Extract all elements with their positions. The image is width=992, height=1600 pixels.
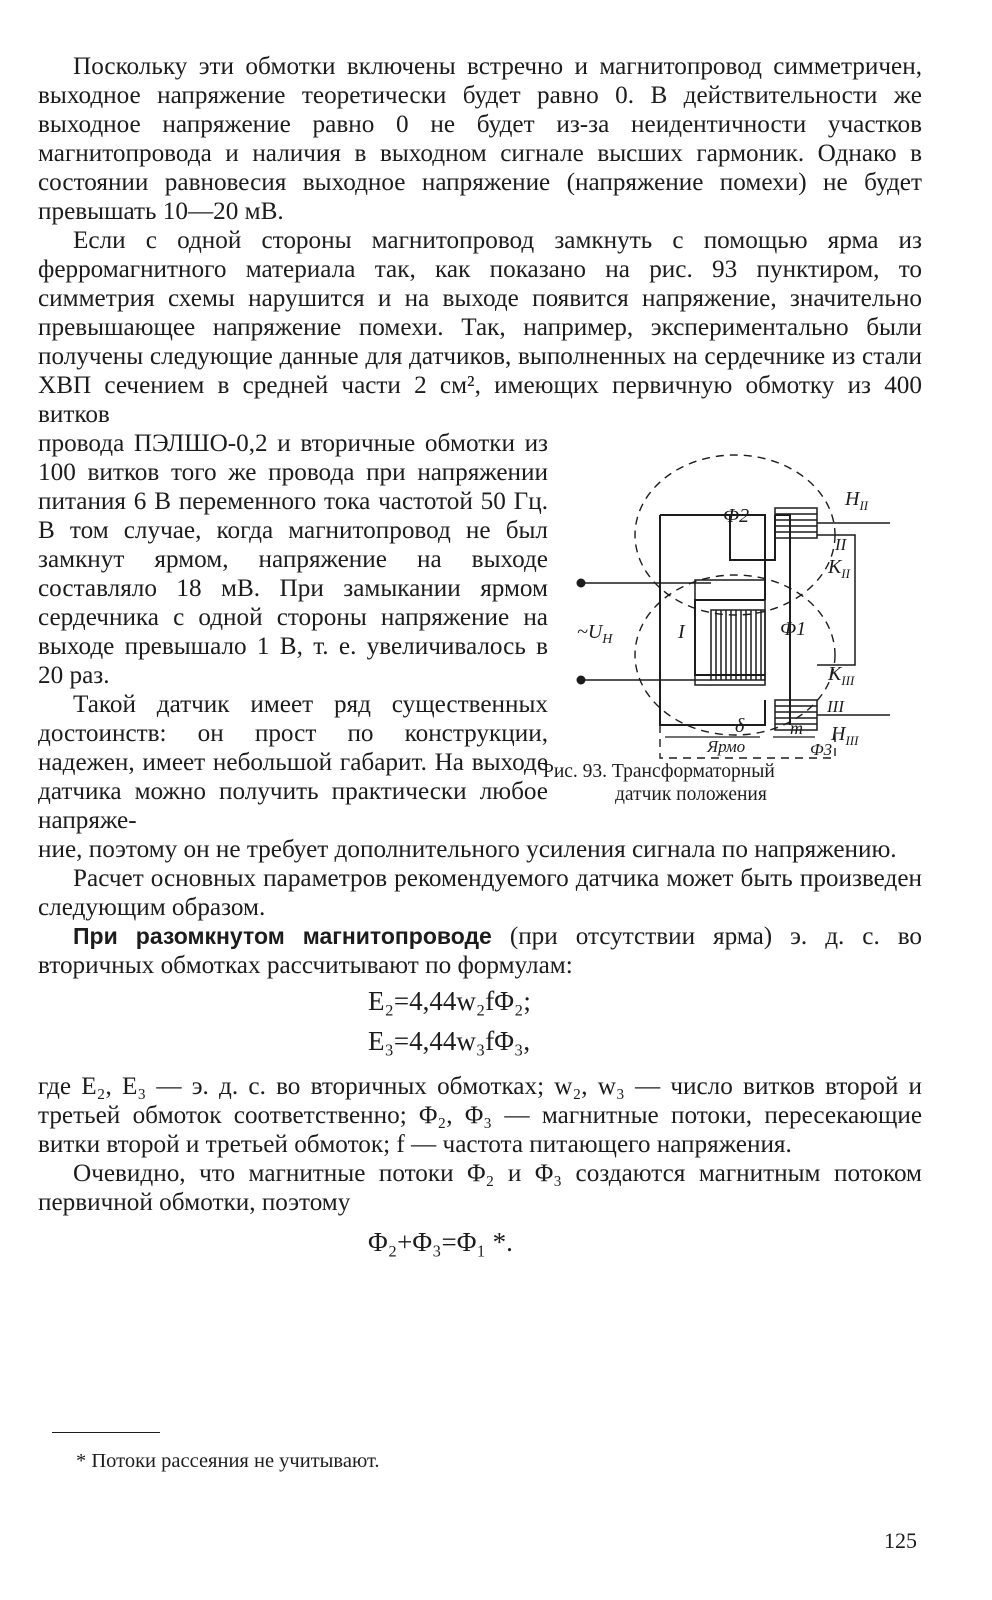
label-gap-delta: δ [735,715,745,737]
label-yoke: Ярмо [707,737,746,756]
footnote: * Потоки рассеяния не учитывают. [76,1450,380,1472]
formula-block-emf [38,980,922,1072]
input-terminal-bottom [578,677,585,684]
transformer-sensor-diagram [535,410,890,760]
label-h3-main: Н [831,723,846,745]
magnetic-core [660,515,765,725]
label-m: m [790,718,803,738]
label-input-sub: Н [602,632,613,647]
paragraph-7: Очевидно, что магнитные потоки Φ₂ и Φ₃ создаются магнитным потоком первичной обмотки, поэтому [38,1160,922,1216]
label-k2 [827,556,851,581]
formula-e3: E₃=4,44w₃fΦ₃, [368,1026,531,1056]
secondary-winding-2 [775,508,817,538]
paragraph-1: Поскольку эти обмотки включены встречно и магнитопровод симметричен, выходное напряжение теоретически будет равно 0. В действительности же выходное напряжение равно 0 не будет из-за неидентичности участков магнитопровода и наличия в выходном сигнале высших гармоник. Однако в состоянии равновесия выходное напряжение (напряжение помехи) не будет превышать 10—20 мВ. [38,53,922,225]
paragraph-2-continued: провода ПЭЛШО-0,2 и вторичные обмотки из 100 витков того же провода при напряжении питания 6 В переменного тока частотой 50 Гц. В том случае, когда магнитопровод не был замкнут ярмом, напряжение на выходе составляло 18 мВ. При замыкании ярмом сердечника с одной стороны напряжение на выходе превышало 1 В, т. е. увеличивалось в 20 раз. [38,430,548,689]
paragraph-4: Расчет основных параметров рекомендуемого датчика может быть произведен следующим образом. [38,865,922,921]
paragraph-3: Такой датчик имеет ряд существенных достоинств: он прост по конструкции, надежен, имеет небольшой габарит. На выходе датчика можно получить практически любое напряже- [38,691,548,834]
input-terminal-top [578,580,585,587]
label-phi2: Ф2 [723,505,750,527]
label-h2 [844,488,869,513]
figure-93 [535,410,890,870]
paragraph-3-continued: ние, поэтому он не требует дополнительного усиления сигнала по напряжению. [38,836,897,863]
label-k2-main: К [828,556,842,578]
label-phi1: Ф1 [780,618,807,640]
paragraph-5 [38,922,922,980]
label-phi3: Ф3 [810,740,833,759]
paragraph-5-bold: При разомкнутом магнитопроводе [73,923,492,949]
formula-block-flux [38,1217,922,1273]
label-k3 [827,663,855,688]
label-k3-main: К [828,663,842,685]
footnote-divider [52,1432,160,1433]
label-winding-3: III [827,697,844,716]
label-h2-main: Н [845,488,860,510]
label-winding-1: I [678,621,685,643]
figure-caption-line-1: Рис. 93. Трансформаторный [543,761,775,782]
label-input-main: ~U [577,621,603,643]
label-h3 [830,723,859,748]
flux-path-upper [635,455,835,615]
label-winding-2: II [835,535,847,554]
formula-e2: E₂=4,44w₂fΦ₂; [368,986,531,1016]
primary-winding [711,610,765,680]
label-k2-sub: II [841,566,850,581]
paragraph-5-rest: (при отсутствии ярма) э. д. с. во вторичных обмотках рассчитывают по формулам: [38,923,923,979]
paragraph-2: Если с одной стороны магнитопровод замкнуть с помощью ярма из ферромагнитного материала так, как показано на рис. 93 пунктиром, то симметрия схемы нарушится и на выходе появится напряжение, значительно превышающее напряжение помехи. Так, например, экспериментально были получены следующие данные для датчиков, выполненных на сердечнике из стали ХВП сечением в средней части 2 см², имеющих первичную обмотку из 400 витков [38,227,922,428]
label-input [577,621,613,647]
label-k3-sub: III [841,673,855,688]
figure-caption-line-2: датчик положения [615,784,767,805]
page-number: 125 [884,1528,917,1553]
figure-caption [543,760,888,806]
label-h3-sub: III [845,733,859,748]
formula-flux-sum: Φ₂+Φ₃=Φ₁ *. [368,1227,513,1257]
core-middle [695,580,765,685]
label-h2-sub: II [859,498,869,513]
paragraph-6: где E₂, E₃ — э. д. с. во вторичных обмотках; w₂, w₃ — число витков второй и третьей обмоток соответственно; Φ₂, Φ₃ — магнитные потоки, пересекающие витки второй и третьей обмоток; f — частота питающего напряжения. [38,1073,922,1158]
